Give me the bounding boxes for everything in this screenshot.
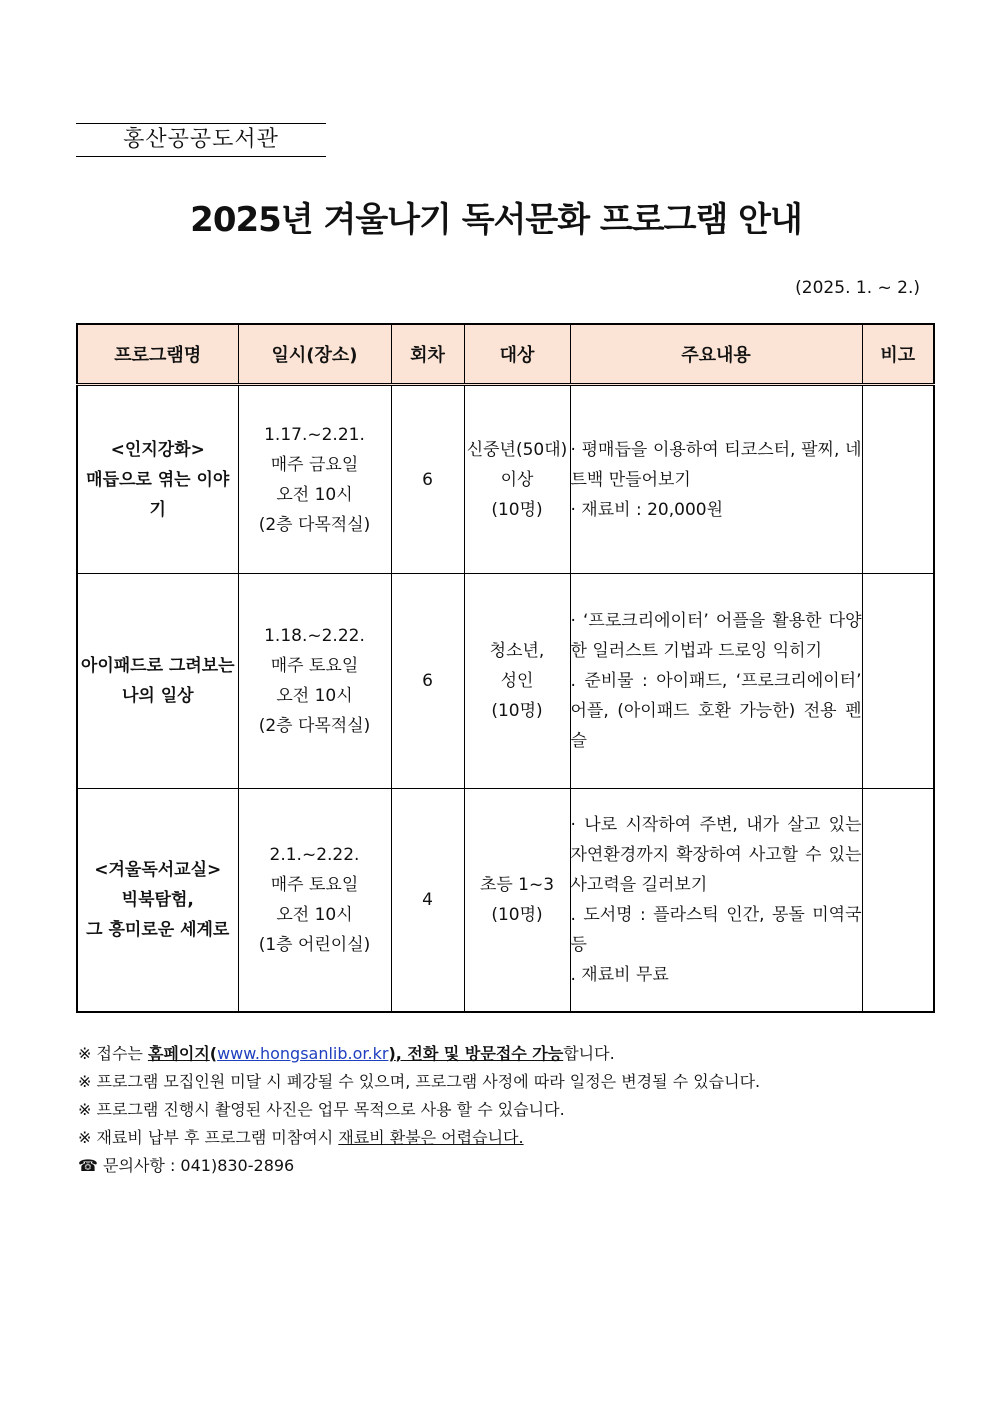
content-line: · 나로 시작하여 주변, 내가 살고 있는 자연환경까지 확장하여 사고할 수 있는 사고력을 길러보기 <box>570 814 862 895</box>
program-name-line: 빅북탐험, <box>121 889 194 910</box>
schedule-line: 오전 10시 <box>276 484 353 505</box>
program-name-line: <인지강화> <box>110 439 205 460</box>
schedule-cell <box>238 385 391 574</box>
content-cell <box>570 574 862 789</box>
column-header-program-name: 프로그램명 <box>77 324 238 385</box>
homepage-link[interactable]: www.hongsanlib.or.kr <box>217 1044 389 1063</box>
target-line: 신중년(50대) <box>466 439 568 460</box>
note-contact <box>78 1152 938 1180</box>
content-line: . 재료비 무료 <box>570 964 669 985</box>
page-title: 2025년 겨울나기 독서문화 프로그램 안내 <box>190 200 802 240</box>
registration-methods: , 전화 및 방문접수 가능 <box>395 1044 564 1063</box>
target-cell <box>464 574 570 789</box>
note-registration <box>78 1040 938 1068</box>
table-row <box>77 574 934 789</box>
target-line: (10명) <box>491 499 543 520</box>
content-line: · 재료비 : 20,000원 <box>570 499 724 520</box>
program-name-cell <box>77 789 238 1012</box>
program-name-line: 아이패드로 그려보는 <box>80 656 235 676</box>
note-text: 합니다. <box>563 1044 615 1063</box>
program-name-cell <box>77 385 238 574</box>
schedule-line: 2.1.~2.22. <box>269 844 360 865</box>
target-line: 이상 <box>500 469 534 490</box>
schedule-line: (1층 어린이실) <box>258 934 371 955</box>
table-row <box>77 789 934 1012</box>
schedule-line: 매주 토요일 <box>270 656 359 676</box>
phone-icon: ☎ <box>78 1156 98 1175</box>
sessions-cell: 6 <box>391 574 464 789</box>
target-line: 청소년, <box>489 641 545 661</box>
program-name-line: <겨울독서교실> <box>94 859 222 880</box>
target-line: (10명) <box>491 904 543 925</box>
content-line: . 준비물 : 아이패드, ‘프로크리에이터’ 어플, (아이패드 호환 가능한) 전용 펜슬 <box>570 671 862 751</box>
note-refund <box>78 1124 938 1152</box>
target-line: 초등 1~3 <box>479 874 555 895</box>
schedule-cell <box>238 574 391 789</box>
target-line: 성인 <box>500 671 534 691</box>
schedule-cell <box>238 789 391 1012</box>
content-line: · ‘프로크리에이터’ 어플을 활용한 다양한 일러스트 기법과 드로잉 익히기 <box>570 611 862 661</box>
note-text: ※ 접수는 <box>78 1044 148 1063</box>
schedule-line: 오전 10시 <box>276 904 353 925</box>
target-cell <box>464 789 570 1012</box>
content-line: · 평매듭을 이용하여 티코스터, 팔찌, 네트백 만들어보기 <box>570 439 862 490</box>
note-text: ( <box>209 1044 218 1063</box>
organization-name: 홍산공공도서관 <box>76 123 326 157</box>
note-text: ) <box>388 1044 396 1063</box>
schedule-line: (2층 다목적실) <box>258 716 371 736</box>
content-cell <box>570 385 862 574</box>
program-name-line: 매듭으로 엮는 이야기 <box>86 469 230 520</box>
program-name-cell <box>77 574 238 789</box>
program-table <box>76 323 935 1013</box>
program-name-line: 나의 일상 <box>121 686 194 706</box>
target-line: (10명) <box>491 701 543 721</box>
refund-warning: 재료비 환불은 어렵습니다. <box>338 1128 524 1147</box>
sessions-cell: 4 <box>391 789 464 1012</box>
contact-text: 문의사항 : 041)830-2896 <box>103 1156 295 1175</box>
note-photo: ※ 프로그램 진행시 촬영된 사진은 업무 목적으로 사용 할 수 있습니다. <box>78 1100 565 1119</box>
schedule-line: 오전 10시 <box>276 686 353 706</box>
column-header-schedule: 일시(장소) <box>238 324 391 385</box>
homepage-label: 홈페이지 <box>147 1044 210 1063</box>
column-header-content: 주요내용 <box>570 324 862 385</box>
column-header-note: 비고 <box>862 324 934 385</box>
notes-section <box>78 1040 938 1180</box>
note-cell <box>862 789 934 1012</box>
schedule-line: (2층 다목적실) <box>258 514 371 535</box>
sessions-cell: 6 <box>391 385 464 574</box>
schedule-line: 1.17.~2.21. <box>264 424 365 445</box>
column-header-sessions: 회차 <box>391 324 464 385</box>
program-name-line: 그 흥미로운 세계로 <box>86 919 230 940</box>
schedule-line: 매주 금요일 <box>270 454 359 475</box>
note-text: ※ 재료비 납부 후 프로그램 미참여시 <box>78 1128 339 1147</box>
content-cell <box>570 789 862 1012</box>
schedule-line: 매주 토요일 <box>270 874 359 895</box>
table-header-row <box>77 324 934 385</box>
content-line: . 도서명 : 플라스틱 인간, 몽돌 미역국 등 <box>570 904 862 955</box>
schedule-line: 1.18.~2.22. <box>264 626 365 646</box>
note-cell <box>862 574 934 789</box>
table-row <box>77 385 934 574</box>
note-cell <box>862 385 934 574</box>
column-header-target: 대상 <box>464 324 570 385</box>
program-period: (2025. 1. ~ 2.) <box>795 278 920 298</box>
note-cancellation: ※ 프로그램 모집인원 미달 시 폐강될 수 있으며, 프로그램 사정에 따라 일정은 변경될 수 있습니다. <box>78 1072 761 1091</box>
target-cell <box>464 385 570 574</box>
